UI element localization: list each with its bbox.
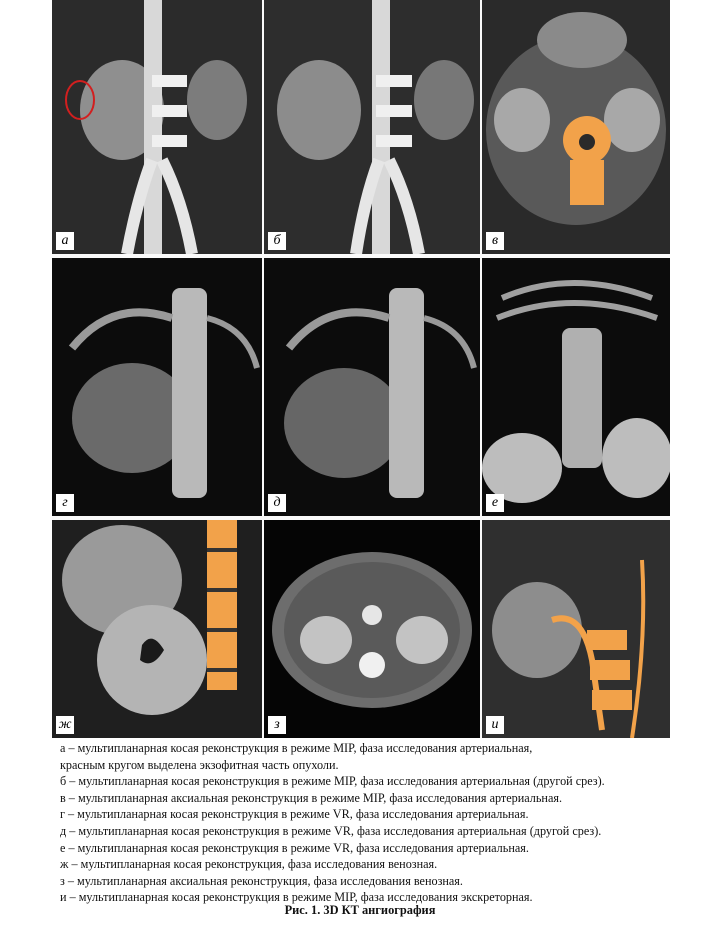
ct-image-v xyxy=(482,0,670,254)
caption-line: красным кругом выделена экзофитная часть опухоли. xyxy=(60,757,339,772)
caption-line: в – мультипланарная аксиальная реконструкция в режиме MIP, фаза исследования артериальная. xyxy=(60,790,563,805)
panel-z xyxy=(264,520,480,738)
caption-line: г – мультипланарная косая реконструкция в режиме VR, фаза исследования артериальная. xyxy=(60,807,529,822)
panel-label-g: г xyxy=(56,494,74,512)
panel-e xyxy=(482,258,670,516)
panel-label-e: е xyxy=(486,494,504,512)
caption-line: и – мультипланарная косая реконструкция в режиме MIP, фаза исследования экскреторная. xyxy=(60,890,533,905)
ct-image-z xyxy=(264,520,480,738)
panel-label-b: б xyxy=(268,232,286,250)
panel-label-a: а xyxy=(56,232,74,250)
ct-image-d xyxy=(264,258,480,516)
ct-image-a xyxy=(52,0,262,254)
panel-v xyxy=(482,0,670,254)
caption-line: д – мультипланарная косая реконструкция в режиме VR, фаза исследования артериальная (другой срез). xyxy=(60,823,602,838)
ct-image-zh xyxy=(52,520,262,738)
caption-line: з – мультипланарная аксиальная реконструкция, фаза исследования венозная. xyxy=(60,873,463,888)
ct-image-b xyxy=(264,0,480,254)
panel-d xyxy=(264,258,480,516)
caption-line: ж – мультипланарная косая реконструкция, фаза исследования венозная. xyxy=(60,857,438,872)
figure-title: Рис. 1. 3D КТ ангиография xyxy=(284,903,436,917)
caption-line: е – мультипланарная косая реконструкция в режиме VR, фаза исследования артериальная. xyxy=(60,840,529,855)
panel-b xyxy=(264,0,480,254)
panel-label-i: и xyxy=(486,716,504,734)
panel-label-v: в xyxy=(486,232,504,250)
panel-label-zh: ж xyxy=(56,716,74,734)
panel-zh xyxy=(52,520,262,738)
panel-i xyxy=(482,520,670,738)
caption-line: б – мультипланарная косая реконструкция в режиме MIP, фаза исследования артериальная (другой срез). xyxy=(60,774,605,789)
panel-label-d: д xyxy=(268,494,286,512)
ct-image-i xyxy=(482,520,670,738)
figure-caption xyxy=(60,740,700,906)
panel-g xyxy=(52,258,262,516)
panel-a xyxy=(52,0,262,254)
caption-line: а – мультипланарная косая реконструкция в режиме MIP, фаза исследования артериальная, xyxy=(60,741,533,755)
panel-label-z: з xyxy=(268,716,286,734)
ct-image-g xyxy=(52,258,262,516)
figure-grid xyxy=(52,0,670,738)
ct-image-e xyxy=(482,258,670,516)
